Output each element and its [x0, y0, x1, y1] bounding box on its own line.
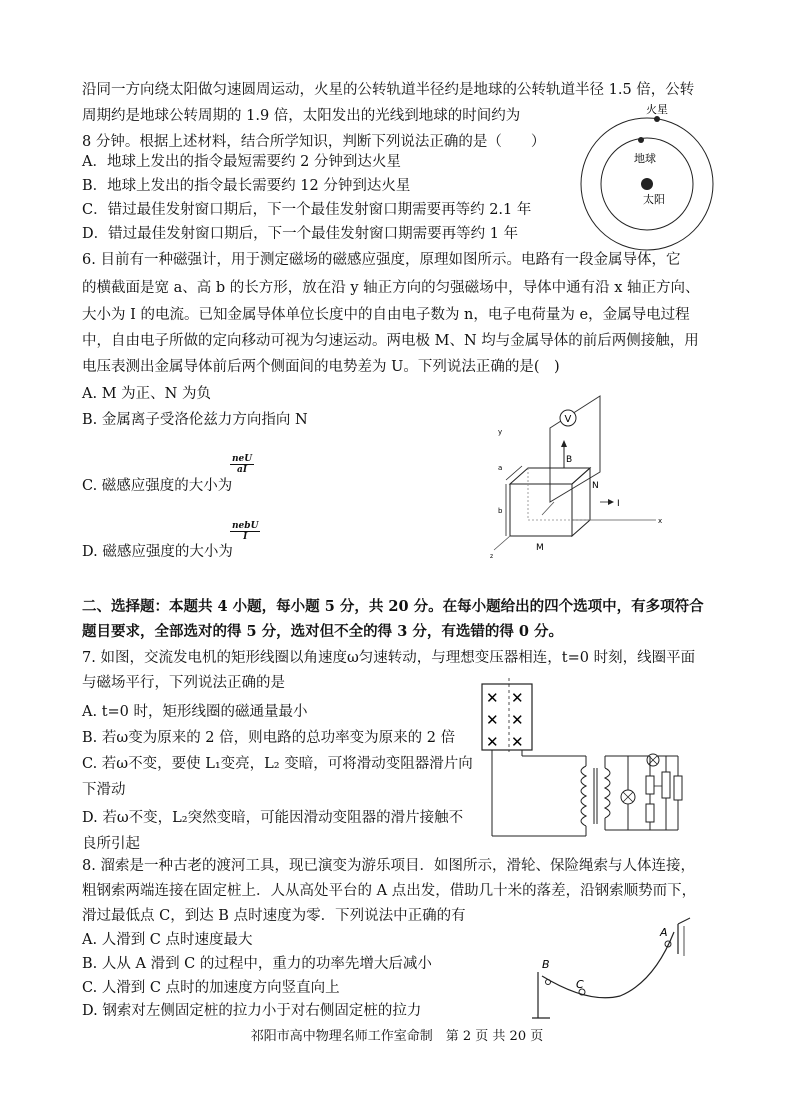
electrode-m-label: M: [536, 543, 544, 553]
current-label: I: [617, 499, 620, 509]
q5-option-c: C．错过最佳发射窗口期后，下一个最佳发射窗口期需要再等约 2.1 年: [82, 202, 532, 218]
point-a-label: A: [660, 926, 668, 939]
earth-label: 地球: [634, 152, 656, 165]
q6-option-b: B. 金属离子受洛伦兹力方向指向 N: [82, 412, 308, 428]
point-c-label: C: [576, 978, 584, 991]
q6-option-c: C. 磁感应强度的大小为: [82, 478, 233, 494]
q8-line-3: 滑过最低点 C，到达 B 点时速度为零．下列说法中正确的有: [82, 908, 466, 924]
q8-line-2: 粗钢索两端连接在固定桩上．人从高处平台的 A 点出发，借助几十米的落差，沿钢索顺势而下，: [82, 883, 697, 899]
mars-dot: [654, 116, 660, 122]
hall-effect-figure: [480, 390, 680, 565]
q7-option-a: A. t=0 时，矩形线圈的磁通量最小: [82, 704, 308, 720]
fraction-denominator: aI: [237, 465, 248, 475]
orbit-figure: [572, 104, 722, 254]
page-footer: 祁阳市高中物理名师工作室命制 第 2 页 共 20 页: [250, 1029, 544, 1044]
svg-text:✕: ✕: [511, 689, 524, 707]
section2-line-1: 二、选择题：本题共 4 小题，每小题 5 分，共 20 分。在每小题给出的四个选项中，有多项符合: [82, 598, 704, 615]
section2-line-2: 题目要求，全部选对的得 5 分，选对但不全的得 3 分，有选错的得 0 分。: [82, 623, 564, 640]
fraction-numerator: neU: [232, 454, 253, 464]
earth-dot: [638, 137, 644, 143]
x-axis-label: x: [658, 517, 663, 525]
q7-option-d-2: 良所引起: [82, 836, 140, 852]
b-dim-label: b: [498, 507, 503, 515]
q7-option-c-1: C. 若ω不变，要使 L₁变亮，L₂ 变暗，可将滑动变阻器滑片向: [82, 756, 473, 772]
q6-option-d-fraction: [230, 521, 260, 542]
q5-line-1: 沿同一方向绕太阳做匀速圆周运动，火星的公转轨道半径约是地球的公转轨道半径 1.5 倍，公转: [82, 82, 695, 98]
q5-line-3: 8 分钟。根据上述材料，结合所学知识，判断下列说法正确的是（ ）: [82, 134, 546, 150]
zipline-figure: [528, 912, 702, 1024]
q7-option-c-2: 下滑动: [82, 782, 126, 798]
fraction-numerator: nebU: [232, 521, 259, 531]
q7-line-2: 与磁场平行，下列说法正确的是: [82, 675, 285, 691]
q8-option-c: C. 人滑到 C 点时的加速度方向竖直向上: [82, 980, 340, 996]
mars-label: 火星: [646, 104, 668, 116]
q7-option-d-1: D. 若ω不变，L₂突然变暗，可能因滑动变阻器的滑片接触不: [82, 810, 464, 826]
q6-option-c-fraction: [230, 454, 254, 475]
sun-dot: [641, 178, 653, 190]
q6-line-2: 的横截面是宽 a、高 b 的长方形，放在沿 y 轴正方向的匀强磁场中，导体中通有沿 x 轴正方向、: [82, 280, 700, 296]
svg-text:✕: ✕: [486, 711, 499, 729]
y-axis-label: y: [498, 428, 503, 436]
q8-option-a: A. 人滑到 C 点时速度最大: [82, 932, 253, 948]
electrode-n-label: N: [592, 481, 599, 491]
q6-line-4: 中，自由电子所做的定向移动可视为匀速运动。两电极 M、N 均与金属导体的前后两侧接触，用: [82, 333, 699, 349]
q6-line-5: 电压表测出金属导体前后两个侧面间的电势差为 U。下列说法正确的是( ): [82, 359, 560, 375]
q6-option-a: A. M 为正、N 为负: [82, 386, 211, 402]
a-dim-label: a: [498, 464, 503, 472]
q5-option-d: D．错过最佳发射窗口期后，下一个最佳发射窗口期需要再等约 1 年: [82, 226, 519, 242]
generator-circuit-figure: [478, 676, 700, 838]
svg-text:✕: ✕: [486, 689, 499, 707]
q7-line-1: 7. 如图，交流发电机的矩形线圈以角速度ω匀速转动，与理想变压器相连，t=0 时刻，线圈平面: [82, 650, 696, 666]
sun-label: 太阳: [643, 193, 665, 206]
q5-line-2: 周期约是地球公转周期的 1.9 倍，太阳发出的光线到地球的时间约为: [82, 108, 521, 124]
q8-line-1: 8. 溜索是一种古老的渡河工具，现已演变为游乐项目．如图所示，滑轮、保险绳索与人体连接，: [82, 858, 695, 874]
q7-option-b: B. 若ω变为原来的 2 倍，则电路的总功率变为原来的 2 倍: [82, 730, 456, 746]
point-b-label: B: [542, 958, 550, 971]
svg-text:✕: ✕: [511, 733, 524, 751]
q5-option-b: B．地球上发出的指令最长需要约 12 分钟到达火星: [82, 178, 411, 194]
voltmeter-label: V: [564, 414, 572, 425]
q8-option-b: B. 人从 A 滑到 C 的过程中，重力的功率先增大后减小: [82, 956, 432, 972]
q8-option-d: D. 钢索对左侧固定桩的拉力小于对右侧固定桩的拉力: [82, 1003, 422, 1019]
q6-line-1: 6. 目前有一种磁强计，用于测定磁场的磁感应强度，原理如图所示。电路有一段金属导体，它: [82, 252, 681, 268]
q6-option-d: D. 磁感应强度的大小为: [82, 544, 233, 560]
svg-text:✕: ✕: [486, 733, 499, 751]
q5-option-a: A．地球上发出的指令最短需要约 2 分钟到达火星: [82, 154, 401, 170]
b-field-label: B: [566, 455, 573, 465]
z-axis-label: z: [490, 553, 494, 560]
svg-text:✕: ✕: [511, 711, 524, 729]
fraction-denominator: I: [243, 532, 248, 542]
q6-line-3: 大小为 I 的电流。已知金属导体单位长度中的自由电子数为 n，电子电荷量为 e，金属导电过程: [82, 307, 690, 323]
